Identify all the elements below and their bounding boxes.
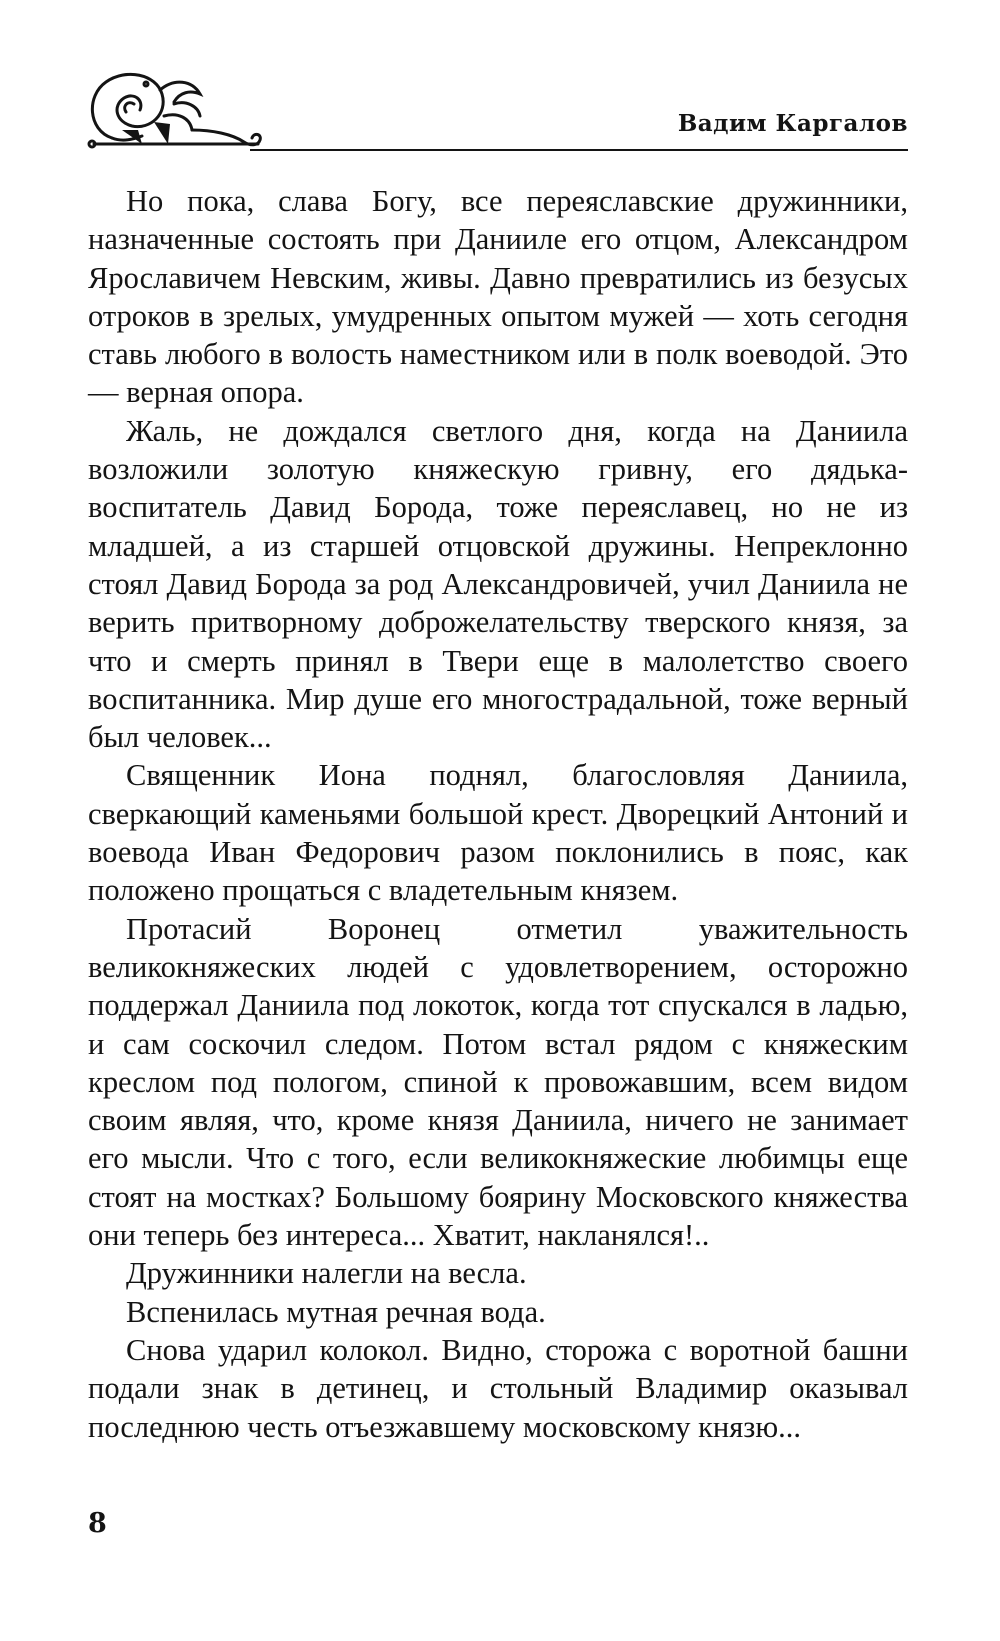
paragraph-1: Но пока, слава Богу, все переяславские дружинники, назначенные состоять при Данииле его отцом, Александром Ярославичем Невским, живы. Давно превратились из безусых отроков в зрелых, умудренных опытом мужей — хоть сегодня ставь любого в волость наместником или в полк воеводой. Это — верная опора.: [88, 184, 908, 410]
paragraph-6: Вспенилась мутная речная вода.: [126, 1294, 546, 1329]
header-ornament-icon: [82, 60, 282, 160]
paragraph-5: Дружинники налегли на весла.: [126, 1256, 527, 1291]
body-text: [88, 182, 908, 1446]
paragraph-2: Жаль, не дождался светлого дня, когда на Даниила возложили золотую княжескую гривну, его дядька-воспитатель Давид Борода, тоже переяславец, но не из младшей, а из старшей отцовской дружины. Непреклонно стоял Давид Борода за род Александровичей, учил Даниила не верить притворному доброжелательству тверского князя, за что и смерть принял в Твери еще в малолетство своего воспитанника. Мир душе его многострадальной, тоже верный был человек...: [88, 413, 908, 755]
paragraph-3: Священник Иона поднял, благословляя Даниила, сверкающий каменьями большой крест. Дворецкий Антоний и воевода Иван Федорович разом поклонились в пояс, как положено прощаться с владетельным князем.: [88, 758, 908, 908]
paragraph-7: Снова ударил колокол. Видно, сторожа с воротной башни подали знак в детинец, и стольный Владимир оказывал последнюю честь отъезжавшему московскому князю...: [88, 1332, 908, 1444]
running-header-author: Вадим Каргалов: [677, 110, 908, 137]
page-number: 8: [88, 1508, 107, 1539]
header-rule: [250, 149, 908, 151]
paragraph-4: Протасий Воронец отметил уважительность великокняжеских людей с удовлетворением, осторожно поддержал Даниила под локоток, когда тот спускался в ладью, и сам соскочил следом. Потом встал рядом с княжеским креслом под пологом, спиной к провожавшим, всем видом своим являя, что, кроме князя Даниила, ничего не занимает его мысли. Что с того, если великокняжеские любимцы еще стоят на мостках? Большому боярину Московского княжества они теперь без интереса... Хватит, накланялся!..: [88, 911, 908, 1253]
